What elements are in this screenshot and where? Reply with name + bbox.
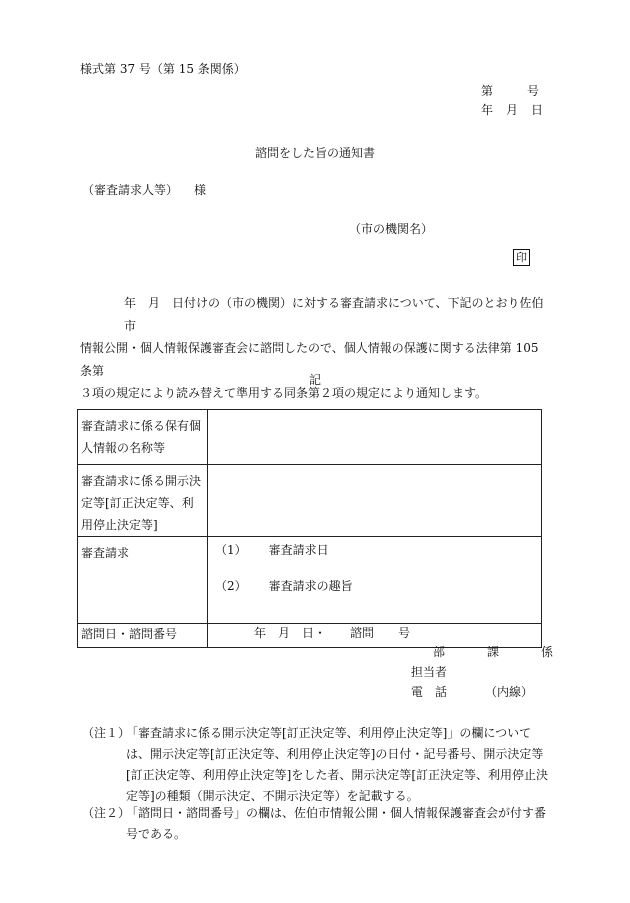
phone-line xyxy=(411,686,533,698)
form-number: 様式第 37 号（第 15 条関係） xyxy=(80,62,246,76)
note-label: （注２） xyxy=(82,806,131,820)
row-value-personal-info-name xyxy=(208,410,542,465)
table-row xyxy=(78,465,542,537)
table-row xyxy=(78,624,542,648)
organization-name: （市の機関名） xyxy=(349,222,434,236)
row-header-personal-info-name: 審査請求に係る保有個人情報の名称等 xyxy=(78,410,208,465)
unit-department: 部 xyxy=(433,645,446,659)
row-value-consultation xyxy=(208,624,542,648)
addressee-suffix: 様 xyxy=(194,183,207,197)
phone-extension: （内線） xyxy=(485,685,534,699)
note-text: 「諮問日・諮問番号」の欄は、佐伯市情報公開・個人情報保護審査会が付す番号である。 xyxy=(126,806,547,841)
row-header-disclosure-decision: 審査請求に係る開示決定等[訂正決定等、利用停止決定等] xyxy=(78,465,208,537)
review-item-date xyxy=(215,544,329,556)
department-units xyxy=(433,646,553,658)
consultation-value: 年 月 日・ 諮問 号 xyxy=(254,626,411,640)
row-value-disclosure-decision xyxy=(208,465,542,537)
addressee xyxy=(82,184,206,196)
ref-no-suffix: 号 xyxy=(527,84,540,98)
note-label: （注１） xyxy=(82,726,131,740)
body-line-3: ３項の規定により読み替えて準用する同条第２項の規定により通知します。 xyxy=(80,386,488,400)
item-label: 審査請求の趣旨 xyxy=(268,579,353,593)
date-year: 年 xyxy=(481,103,494,117)
seal-mark: 印 xyxy=(513,249,530,266)
unit-section: 課 xyxy=(487,645,500,659)
unit-subsection: 係 xyxy=(541,645,554,659)
phone-label: 電 話 xyxy=(411,685,448,699)
table-row xyxy=(78,410,542,465)
item-number: （2） xyxy=(215,579,247,593)
ref-no-prefix: 第 xyxy=(481,84,494,98)
contact-person-label: 担当者 xyxy=(411,665,448,679)
date-day: 日 xyxy=(531,103,544,117)
note-text: 「審査請求に係る開示決定等[訂正決定等、利用停止決定等]」の欄については、開示決定等[訂正決定等、利用停止決定等]の日付・記号番号、開示決定等[訂正決定等、利用停止決定等]をした者、開示決定等[訂正決定等、利用停止決定等]の種類（開示決定、不開示決定等）を記載する。 xyxy=(126,726,549,803)
row-header-review-request: 審査請求 xyxy=(78,537,208,624)
date-month: 月 xyxy=(506,103,519,117)
ki-heading: 記 xyxy=(308,373,321,387)
note-2 xyxy=(82,803,552,845)
item-number: （1） xyxy=(215,543,247,557)
details-table xyxy=(77,409,542,648)
issue-date xyxy=(481,104,556,116)
body-line-1: 年 月 日付けの（市の機関）に対する審査請求について、下記のとおり佐伯市 xyxy=(124,296,544,333)
document-title: 諮問をした旨の通知書 xyxy=(254,146,375,160)
item-label: 審査請求日 xyxy=(268,543,329,557)
table-row xyxy=(78,537,542,624)
body-paragraph xyxy=(80,292,550,405)
review-item-purpose xyxy=(215,580,353,592)
body-line-2: 情報公開・個人情報保護審査会に諮問したので、個人情報の保護に関する法律第 105 条第 xyxy=(80,341,539,378)
row-value-review-request xyxy=(208,537,542,624)
addressee-name: （審査請求人等） xyxy=(82,183,179,197)
row-header-consultation: 諮問日・諮問番号 xyxy=(78,624,208,648)
note-1 xyxy=(82,723,552,807)
reference-number xyxy=(481,85,539,97)
